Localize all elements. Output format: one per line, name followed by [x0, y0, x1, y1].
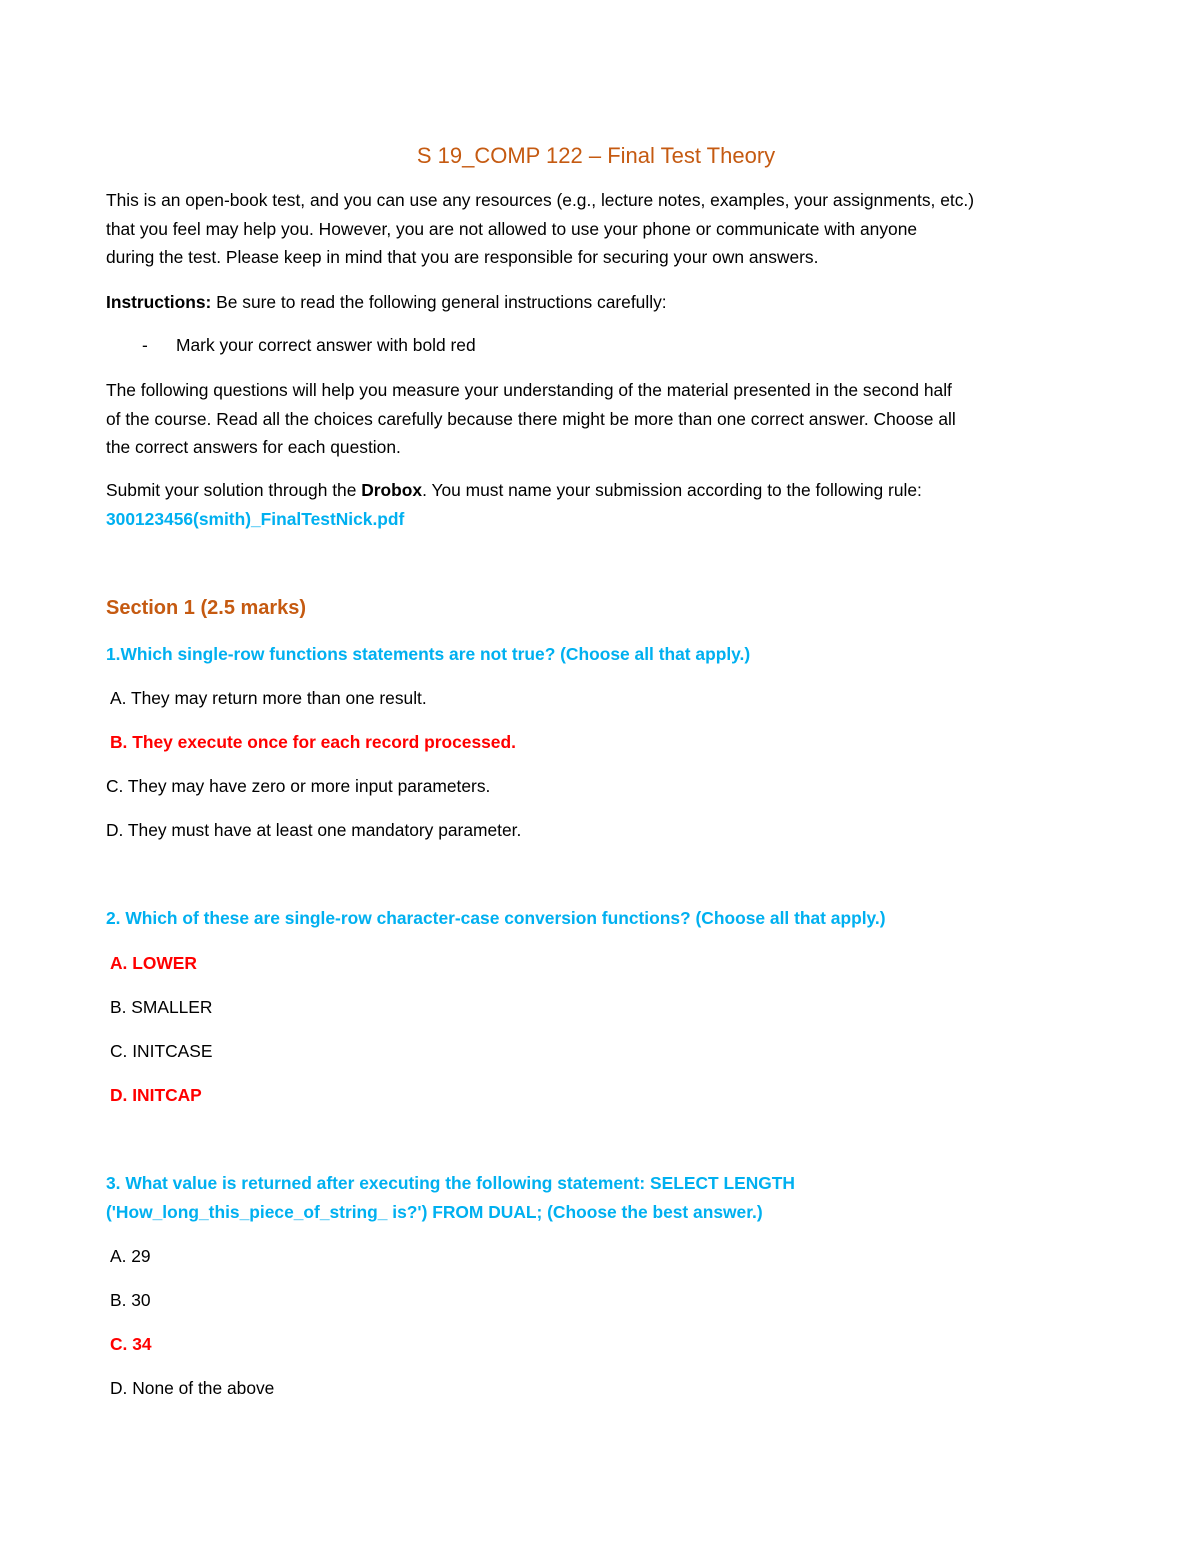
instructions-paragraph [106, 288, 1086, 317]
instructions-text: Be sure to read the following general instructions carefully: [211, 292, 667, 312]
intro-paragraph [106, 186, 1086, 272]
question-prompt-line: ('How_long_this_piece_of_string_ is?') FROM DUAL; (Choose the best answer.) [106, 1201, 763, 1222]
bullet-dash: - [142, 335, 148, 355]
bullet-text: Mark your correct answer with bold red [176, 335, 476, 355]
answer-option: C. They may have zero or more input parameters. [106, 776, 491, 796]
question-prompt: 1.Which single-row functions statements are not true? (Choose all that apply.) [106, 644, 751, 664]
answer-option: B. SMALLER [110, 997, 213, 1017]
description-paragraph [106, 376, 1086, 462]
answer-option-correct: D. INITCAP [110, 1085, 202, 1105]
answer-option-correct: B. They execute once for each record processed. [110, 732, 516, 752]
intro-line: This is an open-book test, and you can use any resources (e.g., lecture notes, examples, your assignments, etc.) [106, 190, 975, 210]
question-prompt [106, 1169, 795, 1226]
answer-option: B. 30 [110, 1290, 151, 1310]
intro-line: during the test. Please keep in mind that you are responsible for securing your own answers. [106, 247, 819, 268]
instructions-label: Instructions: [106, 292, 212, 312]
document-page [106, 0, 1086, 1553]
submission-text-before: Submit your solution through the [106, 480, 362, 500]
description-line: The following questions will help you measure your understanding of the material presented in the second half [106, 380, 952, 400]
intro-line: that you feel may help you. However, you are not allowed to use your phone or communicate with anyone [106, 218, 918, 239]
answer-option-correct: C. 34 [110, 1334, 152, 1354]
instruction-bullet [142, 331, 476, 360]
question-prompt: 2. Which of these are single-row character-case conversion functions? (Choose all that apply.) [106, 908, 886, 928]
answer-option: D. They must have at least one mandatory parameter. [106, 820, 522, 840]
answer-option: A. 29 [110, 1246, 151, 1266]
submission-paragraph [106, 476, 1086, 533]
document-title: S 19_COMP 122 – Final Test Theory [416, 143, 776, 168]
submission-line [106, 476, 1086, 505]
drobox-label: Drobox [361, 480, 423, 500]
question-prompt-line: 3. What value is returned after executing the following statement: SELECT LENGTH [106, 1173, 795, 1193]
description-line: the correct answers for each question. [106, 437, 401, 458]
answer-option: A. They may return more than one result. [110, 688, 427, 708]
section-heading: Section 1 (2.5 marks) [106, 597, 307, 619]
answer-option-correct: A. LOWER [110, 953, 197, 973]
submission-filename: 300123456(smith)_FinalTestNick.pdf [106, 508, 405, 529]
submission-text-after: . You must name your submission according to the following rule: [422, 480, 922, 500]
description-line: of the course. Read all the choices carefully because there might be more than one correct answer. Choose all [106, 408, 956, 429]
answer-option: D. None of the above [110, 1378, 275, 1398]
answer-option: C. INITCASE [110, 1041, 213, 1061]
